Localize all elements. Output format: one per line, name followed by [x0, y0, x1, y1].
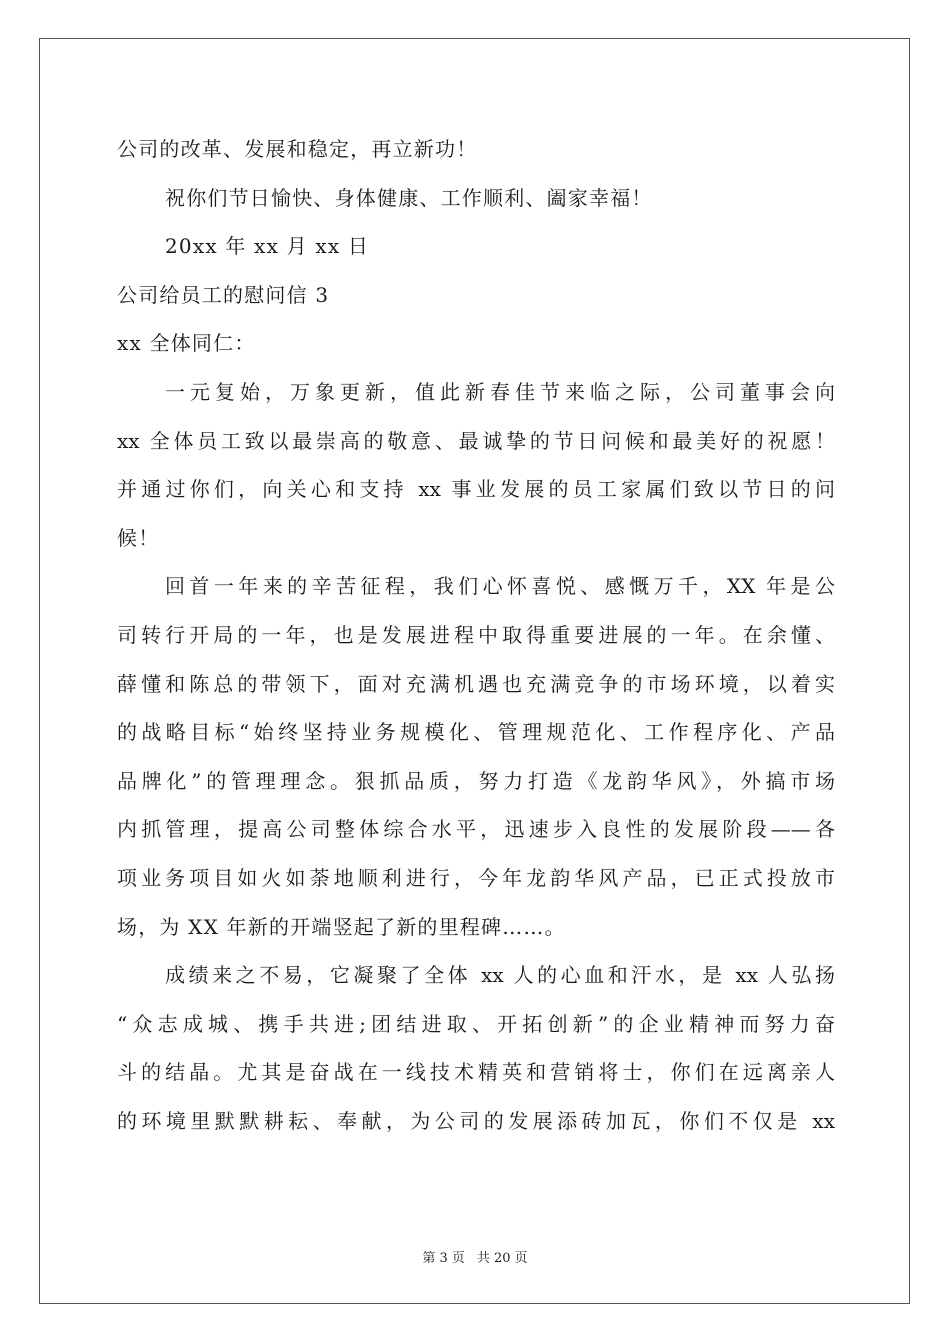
letter-title: 公司给员工的慰问信 3	[117, 282, 330, 307]
text-line: 一元复始，万象更新，值此新春佳节来临之际，公司董事会向	[165, 379, 835, 404]
text-line: 内抓管理，提高公司整体综合水平，迅速步入良性的发展阶段——各	[117, 817, 835, 842]
document-body	[117, 125, 835, 1145]
text-line: 祝你们节日愉快、身体健康、工作顺利、阖家幸福！	[165, 185, 653, 210]
text-line: 成绩来之不易，它凝聚了全体 xx 人的心血和汗水，是 xx 人弘扬	[165, 963, 835, 988]
text-line: 项业务项目如火如荼地顺利进行，今年龙韵华风产品，已正式投放市	[117, 865, 835, 890]
text-line: 薛懂和陈总的带领下，面对充满机遇也充满竞争的市场环境，以着实	[117, 671, 835, 696]
text-line: 的环境里默默耕耘、奉献，为公司的发展添砖加瓦，你们不仅是 xx	[117, 1108, 835, 1133]
page-number: 第 3 页	[422, 1251, 465, 1266]
date-line: 20xx 年 xx 月 xx 日	[165, 234, 370, 259]
text-line: xx 全体员工致以最崇高的敬意、最诚挚的节日问候和最美好的祝愿！	[117, 428, 835, 453]
text-line: 公司的改革、发展和稳定，再立新功！	[117, 137, 478, 161]
text-line: “众志成城、携手共进;团结进取、开拓创新”的企业精神而努力奋	[117, 1011, 835, 1036]
page-total: 共 20 页	[476, 1251, 528, 1266]
text-line: 司转行开局的一年，也是发展进程中取得重要进展的一年。在余懂、	[117, 622, 835, 647]
page-footer	[0, 1247, 950, 1266]
text-line: 斗的结晶。尤其是奋战在一线技术精英和营销将士，你们在远离亲人	[117, 1060, 835, 1085]
salutation: xx 全体同仁：	[117, 331, 256, 356]
text-line: 场，为 XX 年新的开端竖起了新的里程碑……。	[117, 914, 566, 939]
text-line: 回首一年来的辛苦征程，我们心怀喜悦、感慨万千，XX 年是公	[165, 574, 835, 599]
text-line: 候！	[117, 525, 160, 550]
text-line: 并通过你们，向关心和支持 xx 事业发展的员工家属们致以节日的问	[117, 477, 835, 502]
text-line: 的战略目标“始终坚持业务规模化、管理规范化、工作程序化、产品	[117, 720, 835, 745]
text-line: 品牌化”的管理理念。狠抓品质，努力打造《龙韵华风》，外搞市场	[117, 768, 835, 793]
